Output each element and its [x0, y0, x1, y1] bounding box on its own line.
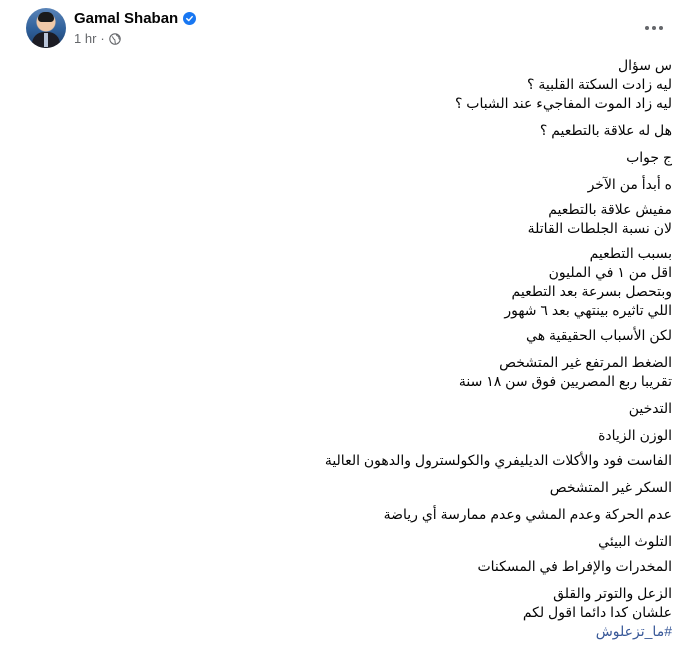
meta-separator: · [100, 31, 105, 46]
post-line: عدم الحركة وعدم المشي وعدم ممارسة أي رياضة [383, 506, 672, 522]
hashtag-link[interactable]: #ما_تزعلوش [595, 623, 672, 639]
post-line: بسبب التطعيم [589, 245, 672, 261]
post-line: التدخين [628, 400, 672, 416]
author-avatar[interactable] [26, 8, 66, 48]
post-line: الفاست فود والأكلات الديليفري والكولسترول والدهون العالية [324, 452, 672, 468]
post-header [26, 8, 688, 52]
post-line: الضغط المرتفع غير المتشخص [499, 354, 672, 370]
post-line: ليه زادت السكتة القلبية ؟ [527, 76, 672, 92]
author-name[interactable]: Gamal Shaban [74, 10, 179, 27]
post-line: لان نسبة الجلطات القاتلة [527, 220, 672, 236]
post-meta [74, 31, 121, 46]
more-options-icon[interactable] [642, 16, 666, 40]
post-line: مفيش علاقة بالتطعيم [548, 201, 672, 217]
post-line: تقريبا ربع المصريين فوق سن ١٨ سنة [458, 373, 672, 389]
post-line: س سؤال [617, 57, 672, 73]
globe-icon[interactable] [109, 33, 121, 45]
post-body [32, 56, 672, 641]
post-line: اقل من ١ في المليون [548, 264, 672, 280]
post-line: لكن الأسباب الحقيقية هي [526, 327, 672, 343]
post-line: علشان كدا دائما اقول لكم [522, 604, 672, 620]
post-line: هل له علاقة بالتطعيم ؟ [539, 122, 672, 138]
post-line: ج جواب [626, 149, 672, 165]
verified-badge-icon [183, 12, 196, 25]
post-line: السكر غير المتشخص [549, 479, 672, 495]
post-line: ه أبدأ من الآخر [587, 176, 672, 192]
post-line: ليه زاد الموت المفاجيء عند الشباب ؟ [454, 95, 672, 111]
post-line: الوزن الزيادة [598, 427, 672, 443]
post-line: المخدرات والإفراط في المسكنات [477, 558, 672, 574]
post-line: وبتحصل بسرعة بعد التطعيم [511, 283, 672, 299]
author-row [74, 10, 196, 27]
post-line: الزعل والتوتر والقلق [553, 585, 672, 601]
post-line: التلوث البيئي [598, 533, 672, 549]
post-time[interactable]: 1 hr [74, 31, 97, 46]
post-line: اللي تاثيره بينتهي بعد ٦ شهور [504, 302, 672, 318]
